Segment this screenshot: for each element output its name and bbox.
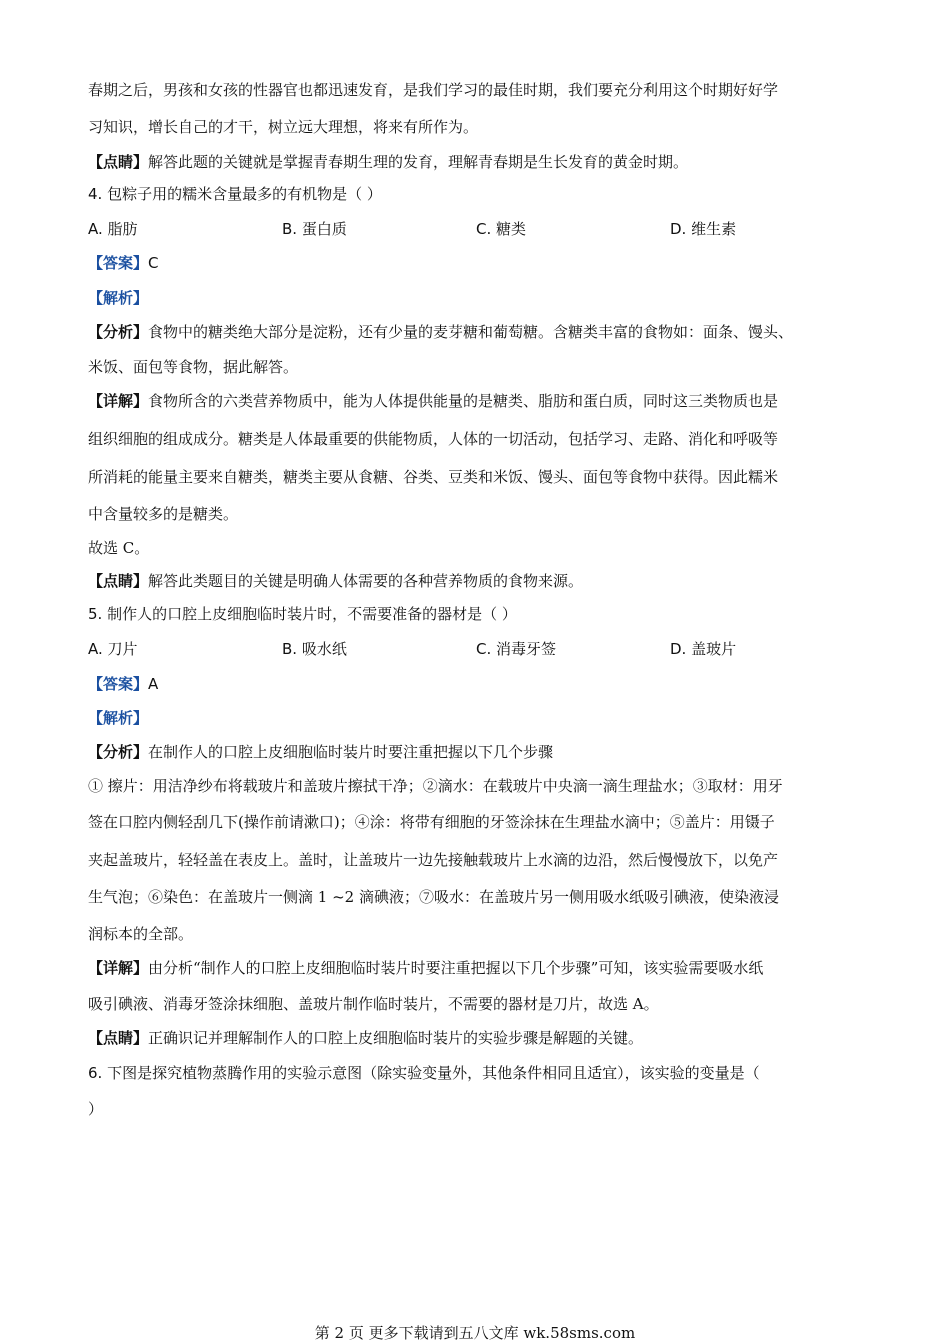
fenxi-text: 食物中的糖类绝大部分是淀粉，还有少量的麦芽糖和葡萄糖。含糖类丰富的食物如：面条、馒头、 — [148, 323, 794, 341]
fenxi-text: 在制作人的口腔上皮细胞临时装片时要注重把握以下几个步骤 — [148, 743, 554, 761]
dianjing-tag: 【点睛】 — [88, 572, 149, 590]
answer-tag: 【答案】 — [88, 675, 149, 693]
q5-dianjing-line — [88, 1027, 643, 1049]
paragraph-line: 组织细胞的组成成分。糖类是人体最重要的供能物质，人体的一切活动，包括学习、走路、消化和呼吸等 — [88, 430, 779, 448]
question-5: 5. 制作人的口腔上皮细胞临时装片时，不需要准备的器材是（ ） — [88, 605, 517, 623]
paragraph-line: ① 擦片：用洁净纱布将载玻片和盖玻片擦拭干净；②滴水：在载玻片中央滴一滴生理盐水；③取材：用牙 — [88, 777, 783, 795]
q5-answer-line — [88, 673, 158, 695]
fenxi-tag: 【分析】 — [88, 743, 149, 761]
dianjing-line — [88, 151, 688, 173]
page-footer: 第 2 页 更多下载请到五八文库 wk.58sms.com — [314, 1324, 636, 1342]
paragraph-line: 中含量较多的是糖类。 — [88, 505, 239, 523]
q5-option-a: A. 刀片 — [88, 640, 138, 658]
detail-tag: 【详解】 — [88, 392, 149, 410]
q4-fenxi-line — [88, 321, 793, 343]
q5-option-b: B. 吸水纸 — [282, 640, 347, 658]
paragraph-line: 米饭、面包等食物，据此解答。 — [88, 358, 299, 376]
q5-analysis-line — [88, 707, 148, 729]
answer-value: C — [148, 254, 159, 272]
paragraph-line: 吸引碘液、消毒牙签涂抹细胞、盖玻片制作临时装片，不需要的器材是刀片，故选 A。 — [88, 995, 659, 1013]
question-4: 4. 包粽子用的糯米含量最多的有机物是（ ） — [88, 185, 382, 203]
detail-text: 由分析“制作人的口腔上皮细胞临时装片时要注重把握以下几个步骤”可知，该实验需要吸水纸 — [148, 959, 764, 977]
q4-analysis-line — [88, 287, 148, 309]
q5-option-c: C. 消毒牙签 — [476, 640, 557, 658]
q4-option-d: D. 维生素 — [670, 220, 737, 238]
question-6-cont: ） — [88, 1100, 104, 1118]
paragraph-line: 夹起盖玻片，轻轻盖在表皮上。盖时，让盖玻片一边先接触载玻片上水滴的边沿，然后慢慢放下，以免产 — [88, 851, 779, 869]
q5-detail-line — [88, 957, 763, 979]
q5-fenxi-line — [88, 741, 553, 763]
q4-option-c: C. 糖类 — [476, 220, 527, 238]
dianjing-tag: 【点睛】 — [88, 153, 149, 171]
choose-line: 故选 C。 — [88, 539, 150, 557]
q4-dianjing-line — [88, 570, 583, 592]
q4-option-a: A. 脂肪 — [88, 220, 138, 238]
paragraph-line: 习知识，增长自己的才干，树立远大理想，将来有所作为。 — [88, 118, 479, 136]
paragraph-line: 润标本的全部。 — [88, 925, 194, 943]
detail-text: 食物所含的六类营养物质中，能为人体提供能量的是糖类、脂肪和蛋白质，同时这三类物质也是 — [148, 392, 779, 410]
analysis-tag: 【解析】 — [88, 709, 149, 727]
q4-detail-line — [88, 390, 778, 412]
fenxi-tag: 【分析】 — [88, 323, 149, 341]
q4-answer-line — [88, 252, 159, 274]
dianjing-text: 正确识记并理解制作人的口腔上皮细胞临时装片的实验步骤是解题的关键。 — [148, 1029, 644, 1047]
answer-tag: 【答案】 — [88, 254, 149, 272]
paragraph-line: 春期之后，男孩和女孩的性器官也都迅速发育，是我们学习的最佳时期，我们要充分利用这个时期好好学 — [88, 81, 779, 99]
detail-tag: 【详解】 — [88, 959, 149, 977]
dianjing-tag: 【点睛】 — [88, 1029, 149, 1047]
q5-option-d: D. 盖玻片 — [670, 640, 737, 658]
dianjing-text: 解答此题的关键就是掌握青春期生理的发育，理解青春期是生长发育的黄金时期。 — [148, 153, 689, 171]
paragraph-line: 所消耗的能量主要来自糖类，糖类主要从食糖、谷类、豆类和米饭、馒头、面包等食物中获得。因此糯米 — [88, 468, 779, 486]
q4-option-b: B. 蛋白质 — [282, 220, 347, 238]
analysis-tag: 【解析】 — [88, 289, 149, 307]
paragraph-line: 生气泡；⑥染色：在盖玻片一侧滴 1 ~2 滴碘液；⑦吸水：在盖玻片另一侧用吸水纸吸引碘液，使染液浸 — [88, 888, 779, 906]
question-6: 6. 下图是探究植物蒸腾作用的实验示意图（除实验变量外，其他条件相同且适宜），该实验的变量是（ — [88, 1064, 760, 1082]
dianjing-text: 解答此类题目的关键是明确人体需要的各种营养物质的食物来源。 — [148, 572, 584, 590]
answer-value: A — [148, 675, 159, 693]
paragraph-line: 签在口腔内侧轻刮几下(操作前请漱口)；④涂：将带有细胞的牙签涂抹在生理盐水滴中；⑤盖片：用镊子 — [88, 813, 775, 831]
